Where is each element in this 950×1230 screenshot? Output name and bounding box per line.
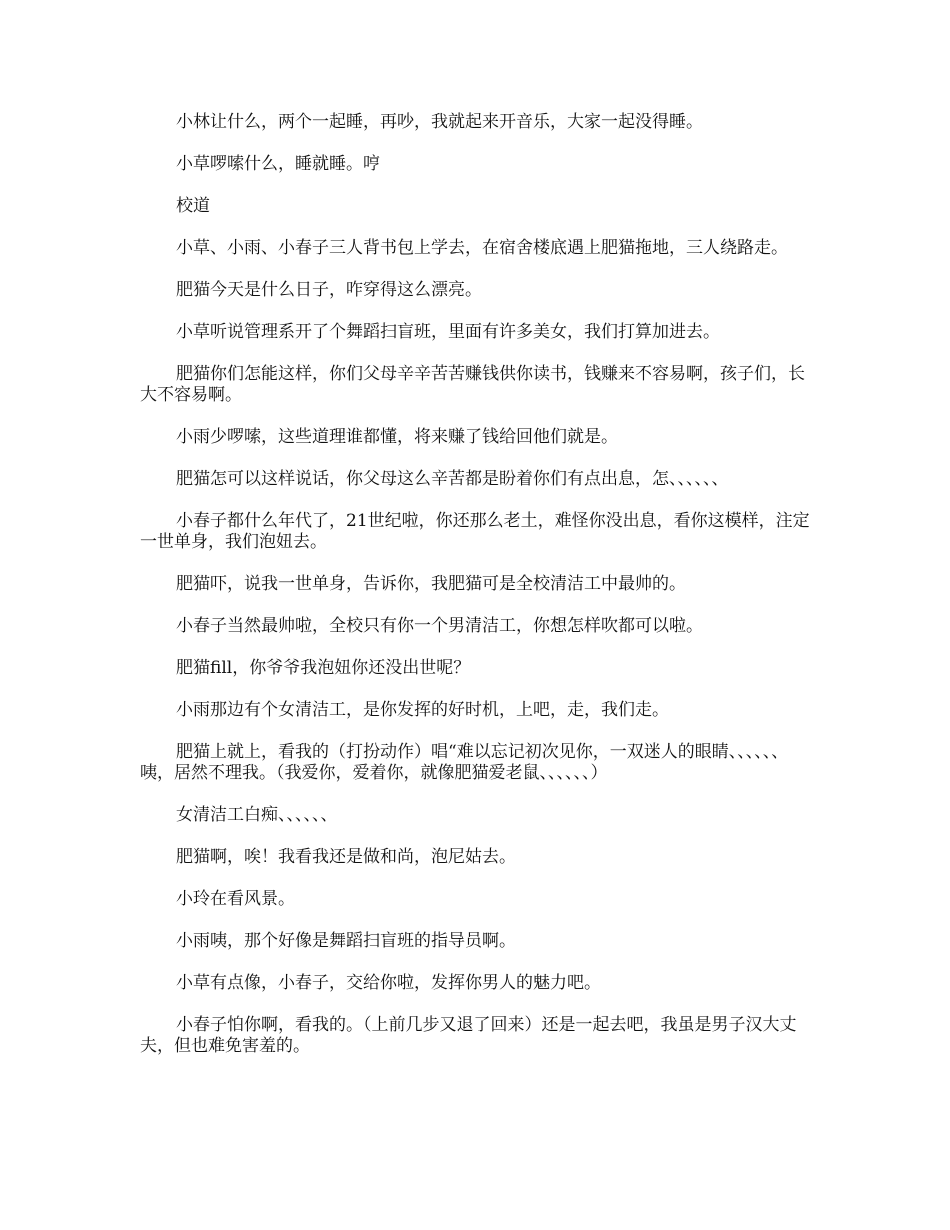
- paragraph: 小雨咦，那个好像是舞蹈扫盲班的指导员啊。: [176, 931, 516, 951]
- paragraph: 肥猫你们怎能这样，你们父母辛辛苦苦赚钱供你读书，钱赚来不容易啊，孩子们，长大不容易啊。: [140, 364, 805, 405]
- paragraph: 小草有点像，小春子，交给你啦，发挥你男人的魅力吧。: [176, 973, 601, 993]
- document-body: [140, 112, 820, 1078]
- paragraph: 肥猫fill，你爷爷我泡妞你还没出世呢？: [176, 658, 471, 678]
- paragraph: 肥猫上就上，看我的（打扮动作）唱“难以忘记初次见你，一双迷人的眼睛、、、、、、咦，居然不理我。（我爱你，爱着你，就像肥猫爱老鼠、、、、、、）: [140, 742, 789, 783]
- paragraph: 小春子都什么年代了，21世纪啦，你还那么老土，难怪你没出息，看你这模样，注定一世单身，我们泡妞去。: [140, 511, 810, 552]
- paragraph: 肥猫吓，说我一世单身，告诉你，我肥猫可是全校清洁工中最帅的。: [176, 574, 686, 594]
- paragraph: 女清洁工白痴、、、、、、: [176, 805, 338, 825]
- scene-heading: 校道: [176, 196, 210, 216]
- paragraph: 小林让什么，两个一起睡，再吵，我就起来开音乐，大家一起没得睡。: [176, 112, 703, 132]
- paragraph: 小草听说管理系开了个舞蹈扫盲班，里面有许多美女，我们打算加进去。: [176, 322, 720, 342]
- paragraph: 小春子当然最帅啦，全校只有你一个男清洁工，你想怎样吹都可以啦。: [176, 616, 703, 636]
- paragraph: 小雨那边有个女清洁工，是你发挥的好时机，上吧，走，我们走。: [176, 700, 669, 720]
- paragraph: 肥猫怎可以这样说话，你父母这么辛苦都是盼着你们有点出息，怎、、、、、、: [176, 469, 729, 489]
- paragraph: 肥猫啊，唉！我看我还是做和尚，泡尼姑去。: [176, 847, 516, 867]
- paragraph: 小草、小雨、小春子三人背书包上学去，在宿舍楼底遇上肥猫拖地，三人绕路走。: [176, 238, 788, 258]
- paragraph: 小玲在看风景。: [176, 889, 295, 909]
- paragraph: 小草啰嗦什么，睡就睡。哼: [176, 154, 380, 174]
- paragraph: 肥猫今天是什么日子，咋穿得这么漂亮。: [176, 280, 482, 300]
- paragraph: 小雨少啰嗦，这些道理谁都懂，将来赚了钱给回他们就是。: [176, 427, 618, 447]
- paragraph: 小春子怕你啊，看我的。（上前几步又退了回来）还是一起去吧，我虽是男子汉大丈夫，但也难免害羞的。: [140, 1015, 797, 1056]
